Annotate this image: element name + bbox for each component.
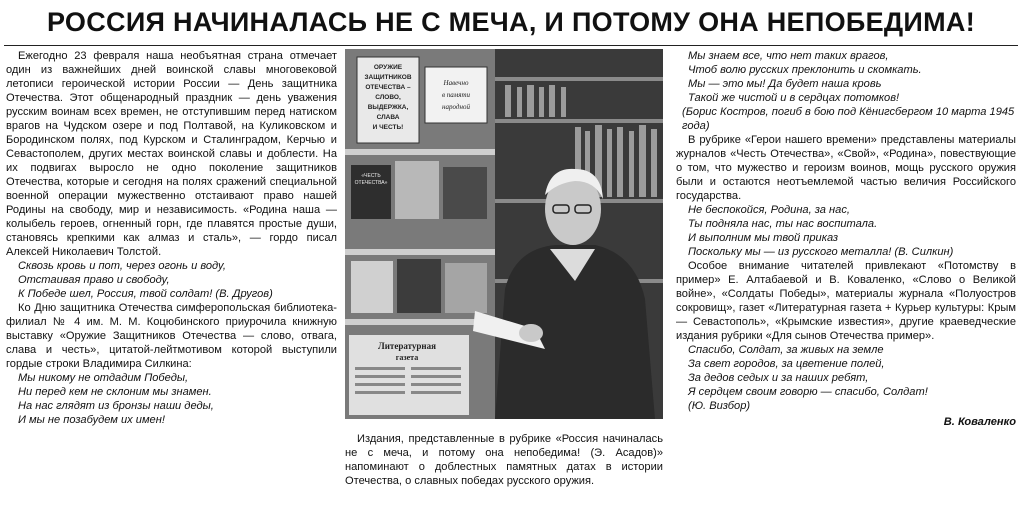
author-signature: В. Коваленко: [943, 416, 1016, 428]
exhibition-paragraph: Ко Дню защитника Отечества симферопольская библиотека-филиал № 4 им. М. М. Коцюбинского приурочила книжную выставку «Оружие Защитников Отечества — слово, отвага, слава и честь», цитатой-лейтмотивом которой выступили гордые строки Владимира Силкина:: [6, 302, 337, 370]
middle-column: [345, 432, 663, 488]
poster-line: ВЫДЕРЖКА,: [367, 104, 409, 111]
exhibition-poster: [357, 57, 419, 143]
verse-line: Сквозь кровь и пот, через огонь и воду,: [18, 260, 226, 272]
heroes-paragraph: В рубрике «Герои нашего времени» представлены материалы журналов «Честь Отечества», «Свой», «Родина», повествующие о том, что мужество и героизм воинов, мощь русского оружия были и остаются неотъемлемой частью величия Российского государства.: [676, 134, 1016, 202]
verse-line: Ты подняла нас, ты нас воспитала.: [688, 218, 878, 230]
book-title: ОТЕЧЕСТВА»: [354, 180, 388, 186]
verse-line: Чтоб волю русских преклонить и скомкать.: [688, 64, 922, 76]
verse-source: (Борис Костров, погиб в бою под Кёнигсбергом 10 марта 1945 года): [682, 106, 1015, 132]
left-column: [6, 49, 337, 427]
verse-line: К Победе шел, Россия, твой солдат! (В. Другов): [18, 288, 273, 300]
verse-line: (Ю. Визбор): [688, 400, 751, 412]
poster-line: И ЧЕСТЬ!: [372, 124, 404, 131]
newspaper-display: [349, 335, 469, 415]
verse-line: Поскольку мы — из русского металла! (В. Силкин): [688, 246, 954, 258]
library-photo: [345, 49, 663, 419]
book-title: «ЧЕСТЬ: [361, 173, 381, 179]
verse-line: На нас глядят из бронзы наши деды,: [18, 400, 214, 412]
verse-line: Ни перед кем не склоним мы знамен.: [18, 386, 212, 398]
verse-line: И выполним мы твой приказ: [688, 232, 839, 244]
sign-line: в памяти: [441, 91, 471, 99]
right-column: [676, 49, 1016, 429]
verse-line: За свет городов, за цветение полей,: [688, 358, 885, 370]
poster-line: СЛАВА: [376, 114, 400, 121]
verse-line: Спасибо, Солдат, за живых на земле: [688, 344, 884, 356]
verse-line: Мы знаем все, что нет таких врагов,: [688, 50, 889, 62]
memory-sign: [425, 67, 487, 123]
verse-line: Мы — это мы! Да будет наша кровь: [688, 78, 882, 90]
verse-line: Не беспокойся, Родина, за нас,: [688, 204, 850, 216]
readers-paragraph: Особое внимание читателей привлекают «Потомству в пример» Е. Алтабаевой и В. Коваленко, «Слово о Великой войне», «Солдаты Победы», материалы журнала «Полуостров сокровищ», газет «Литературная газета + Курьер культуры: Крым — Севастополь», «Крымские известия», другие краеведческие издания рубрики «Для сынов Отечества пример».: [676, 260, 1016, 342]
verse-line: За дедов седых и за наших ребят,: [688, 372, 869, 384]
poster-line: ОТЕЧЕСТВА –: [365, 84, 411, 91]
paper-title: газета: [395, 353, 419, 362]
verse-line: Я сердцем своим говорю — спасибо, Солдат!: [688, 386, 928, 398]
poster-line: ЗАЩИТНИКОВ: [364, 74, 412, 81]
verse-line: Мы никому не отдадим Победы,: [18, 372, 189, 384]
intro-paragraph: Ежегодно 23 февраля наша необъятная страна отмечает один из важнейших дней воинской славы многовековой летописи героической истории России — День защитника Отечества. Этот общенародный праздник — день уважения русским воинам всех времен, не отступившим перед натиском врагов на Чудском озере и под Полтавой, на Куликовском и Бородинском полях, под Курском и Сталинградом, Керчью и Севастополем, других местах воинской славы и доблести. На их подвигах выросло не одно поколение защитников Отечества, которые и сегодня на полях сражений специальной военной операции мужественно отстаивают право нашей Родины на свободу, мир и независимость. «Родина наша — колыбель героев, огненный горн, где плавятся простые души, становясь крепкими как алмаз и сталь», — гордо писал Алексей Николаевич Толстой.: [6, 50, 337, 258]
sign-line: Навечно: [443, 79, 469, 87]
poster-line: ОРУЖИЕ: [373, 64, 403, 71]
poster-line: СЛОВО,: [375, 94, 401, 101]
verse-line: И мы не позабудем их имен!: [18, 414, 165, 426]
verse-line: Такой же чистой и в сердцах потомков!: [688, 92, 900, 104]
paper-title: Литературная: [378, 341, 436, 351]
verse-line: Отстаивая право и свободу,: [18, 274, 170, 286]
headline: РОССИЯ НАЧИНАЛАСЬ НЕ С МЕЧА, И ПОТОМУ ОНА НЕПОБЕДИМА!: [46, 7, 976, 37]
headline-rule: [4, 45, 1018, 46]
sign-line: народной: [442, 103, 470, 111]
photo-caption: Издания, представленные в рубрике «Россия начиналась не с меча, и потому она непобедима! (Э. Асадов)» напоминают о доблестных памятных датах в истории Отечества, о славных победах русского оружия.: [345, 433, 663, 487]
